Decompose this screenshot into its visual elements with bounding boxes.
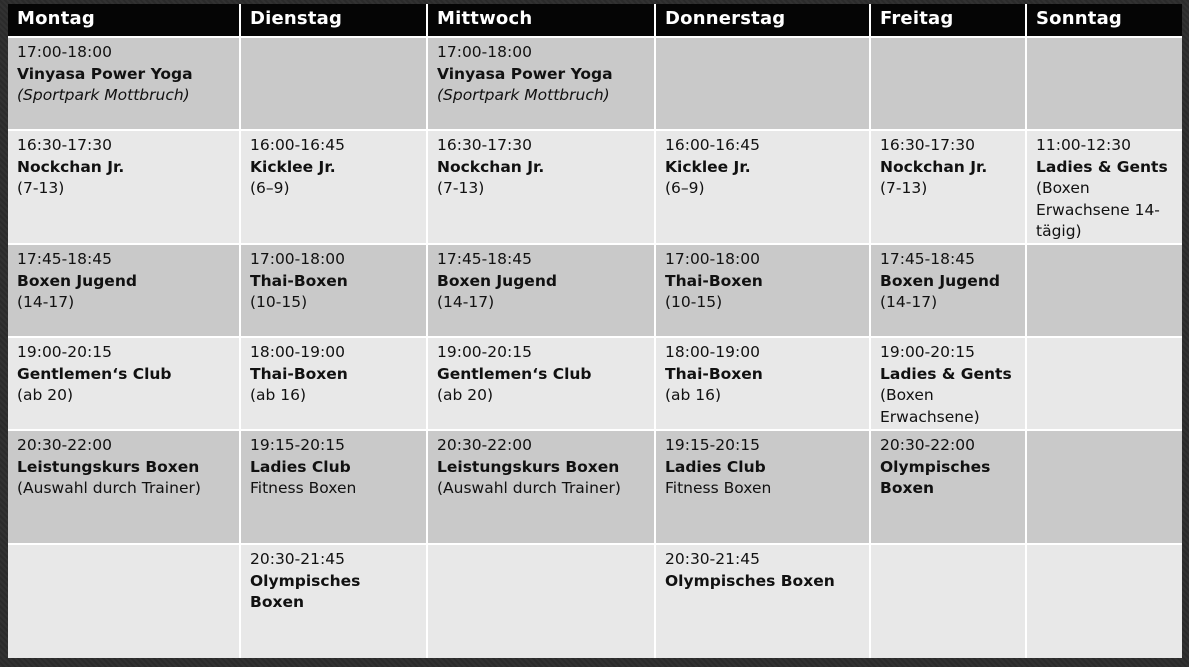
class-name: Kicklee Jr. <box>665 157 751 176</box>
class-entry <box>665 435 861 500</box>
schedule-cell-montag <box>8 244 240 337</box>
class-time: 17:00-18:00 <box>665 250 760 268</box>
class-note: (10-15) <box>665 293 723 311</box>
schedule-cell-dienstag <box>240 337 427 430</box>
class-name: Thai-Boxen <box>250 271 348 290</box>
class-name: Leistungskurs Boxen <box>437 457 620 476</box>
class-time: 20:30-21:45 <box>250 550 345 568</box>
class-name: Nockchan Jr. <box>880 157 988 176</box>
class-note: (ab 20) <box>437 386 494 404</box>
schedule-cell-donnerstag <box>655 37 870 130</box>
class-entry <box>437 42 646 107</box>
class-time: 19:15-20:15 <box>665 436 760 454</box>
class-entry <box>1036 135 1174 243</box>
class-name: Boxen Jugend <box>17 271 137 290</box>
schedule-cell-donnerstag <box>655 130 870 244</box>
day-header-donnerstag: Donnerstag <box>655 4 870 37</box>
schedule-cell-freitag <box>870 544 1026 658</box>
schedule-row <box>8 130 1182 244</box>
day-header-freitag: Freitag <box>870 4 1026 37</box>
class-note: (ab 20) <box>17 386 74 404</box>
schedule-cell-mittwoch <box>427 130 655 244</box>
class-time: 16:00-16:45 <box>665 136 760 154</box>
class-time: 18:00-19:00 <box>665 343 760 361</box>
class-time: 17:00-18:00 <box>437 43 532 61</box>
class-entry <box>665 549 861 592</box>
class-note: (7-13) <box>437 179 485 197</box>
class-entry <box>17 42 231 107</box>
class-note: (10-15) <box>250 293 308 311</box>
schedule-cell-freitag <box>870 37 1026 130</box>
schedule-cell-montag <box>8 337 240 430</box>
class-name: Thai-Boxen <box>250 364 348 383</box>
schedule-cell-freitag <box>870 130 1026 244</box>
class-time: 17:45-18:45 <box>437 250 532 268</box>
class-note: Fitness Boxen <box>665 479 772 497</box>
class-entry <box>250 135 418 200</box>
class-time: 18:00-19:00 <box>250 343 345 361</box>
class-time: 20:30-21:45 <box>665 550 760 568</box>
weekly-schedule-table <box>8 4 1182 658</box>
schedule-cell-montag <box>8 130 240 244</box>
class-entry <box>250 249 418 314</box>
class-entry <box>665 342 861 407</box>
schedule-cell-dienstag <box>240 37 427 130</box>
class-time: 16:30-17:30 <box>437 136 532 154</box>
class-name: Vinyasa Power Yoga <box>17 64 193 83</box>
class-name: Thai-Boxen <box>665 364 763 383</box>
class-entry <box>17 135 231 200</box>
class-note: (Auswahl durch Trainer) <box>17 479 201 497</box>
class-note: (6–9) <box>250 179 290 197</box>
class-entry <box>250 549 418 614</box>
class-time: 16:30-17:30 <box>880 136 975 154</box>
class-entry <box>437 435 646 500</box>
class-time: 20:30-22:00 <box>17 436 112 454</box>
class-name: Ladies Club <box>665 457 766 476</box>
schedule-cell-sonntag <box>1026 430 1182 544</box>
schedule-cell-freitag <box>870 430 1026 544</box>
class-name: Kicklee Jr. <box>250 157 336 176</box>
class-time: 20:30-22:00 <box>437 436 532 454</box>
class-note: (Boxen Erwachsene 14-tägig) <box>1036 179 1160 240</box>
class-name: Gentlemen‘s Club <box>437 364 592 383</box>
class-time: 17:45-18:45 <box>17 250 112 268</box>
day-header-mittwoch: Mittwoch <box>427 4 655 37</box>
class-name: Ladies & Gents <box>880 364 1012 383</box>
class-entry <box>880 249 1017 314</box>
schedule-cell-mittwoch <box>427 430 655 544</box>
class-time: 17:00-18:00 <box>250 250 345 268</box>
schedule-cell-mittwoch <box>427 244 655 337</box>
day-header-sonntag: Sonntag <box>1026 4 1182 37</box>
schedule-row <box>8 544 1182 658</box>
class-name: Olympisches Boxen <box>880 457 991 497</box>
class-time: 20:30-22:00 <box>880 436 975 454</box>
class-entry <box>250 342 418 407</box>
class-time: 17:00-18:00 <box>17 43 112 61</box>
class-name: Ladies Club <box>250 457 351 476</box>
class-entry <box>437 135 646 200</box>
schedule-cell-dienstag <box>240 430 427 544</box>
class-note: (14-17) <box>880 293 938 311</box>
schedule-cell-freitag <box>870 244 1026 337</box>
class-note: (7-13) <box>17 179 65 197</box>
schedule-cell-montag <box>8 37 240 130</box>
class-entry <box>665 135 861 200</box>
class-entry <box>437 342 646 407</box>
class-note: (ab 16) <box>665 386 722 404</box>
class-time: 16:00-16:45 <box>250 136 345 154</box>
schedule-row <box>8 430 1182 544</box>
schedule-cell-dienstag <box>240 544 427 658</box>
schedule-header <box>8 4 1182 37</box>
class-note: (Boxen Erwachsene) <box>880 386 980 426</box>
class-note: (ab 16) <box>250 386 307 404</box>
day-header-montag: Montag <box>8 4 240 37</box>
schedule-cell-donnerstag <box>655 430 870 544</box>
class-entry <box>437 249 646 314</box>
class-time: 17:45-18:45 <box>880 250 975 268</box>
schedule-row <box>8 244 1182 337</box>
schedule-cell-montag <box>8 544 240 658</box>
class-name: Boxen Jugend <box>880 271 1000 290</box>
class-note: (Sportpark Mottbruch) <box>17 86 190 104</box>
schedule-cell-sonntag <box>1026 337 1182 430</box>
schedule-cell-sonntag <box>1026 244 1182 337</box>
schedule-cell-mittwoch <box>427 544 655 658</box>
class-time: 19:15-20:15 <box>250 436 345 454</box>
class-time: 19:00-20:15 <box>437 343 532 361</box>
class-entry <box>17 249 231 314</box>
class-name: Olympisches Boxen <box>665 571 835 590</box>
class-entry <box>880 435 1017 500</box>
class-note: (Sportpark Mottbruch) <box>437 86 610 104</box>
class-name: Thai-Boxen <box>665 271 763 290</box>
schedule-cell-dienstag <box>240 244 427 337</box>
day-header-row <box>8 4 1182 37</box>
schedule-cell-sonntag <box>1026 130 1182 244</box>
schedule-cell-donnerstag <box>655 244 870 337</box>
class-note: (7-13) <box>880 179 928 197</box>
class-note: (14-17) <box>437 293 495 311</box>
class-entry <box>880 342 1017 428</box>
class-entry <box>17 342 231 407</box>
class-name: Nockchan Jr. <box>437 157 545 176</box>
class-entry <box>665 249 861 314</box>
day-header-dienstag: Dienstag <box>240 4 427 37</box>
schedule-cell-freitag <box>870 337 1026 430</box>
class-note: (Auswahl durch Trainer) <box>437 479 621 497</box>
class-name: Olympisches Boxen <box>250 571 361 611</box>
schedule-body <box>8 37 1182 658</box>
class-name: Ladies & Gents <box>1036 157 1168 176</box>
class-time: 16:30-17:30 <box>17 136 112 154</box>
class-entry <box>880 135 1017 200</box>
class-entry <box>17 435 231 500</box>
class-name: Gentlemen‘s Club <box>17 364 172 383</box>
class-name: Nockchan Jr. <box>17 157 125 176</box>
schedule-row <box>8 337 1182 430</box>
schedule-cell-dienstag <box>240 130 427 244</box>
schedule-cell-montag <box>8 430 240 544</box>
schedule-cell-mittwoch <box>427 337 655 430</box>
class-time: 19:00-20:15 <box>17 343 112 361</box>
schedule-cell-donnerstag <box>655 337 870 430</box>
schedule-cell-donnerstag <box>655 544 870 658</box>
class-note: (14-17) <box>17 293 75 311</box>
class-note: (6–9) <box>665 179 705 197</box>
class-time: 11:00-12:30 <box>1036 136 1131 154</box>
schedule-cell-mittwoch <box>427 37 655 130</box>
class-name: Vinyasa Power Yoga <box>437 64 613 83</box>
schedule-cell-sonntag <box>1026 544 1182 658</box>
class-time: 19:00-20:15 <box>880 343 975 361</box>
class-name: Leistungskurs Boxen <box>17 457 200 476</box>
class-note: Fitness Boxen <box>250 479 357 497</box>
class-name: Boxen Jugend <box>437 271 557 290</box>
schedule-row <box>8 37 1182 130</box>
class-entry <box>250 435 418 500</box>
schedule-cell-sonntag <box>1026 37 1182 130</box>
